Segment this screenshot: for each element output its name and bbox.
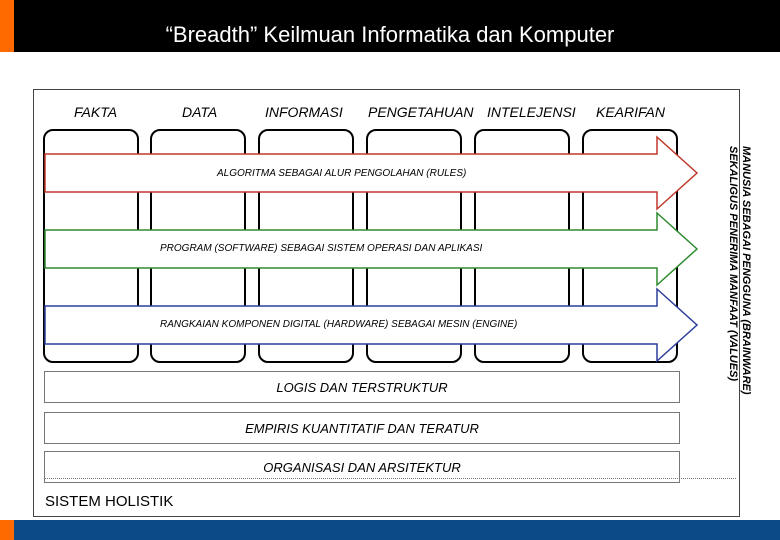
- level-label-pengetahuan: PENGETAHUAN: [368, 104, 474, 120]
- level-label-data: DATA: [182, 104, 218, 120]
- level-label-informasi: INFORMASI: [265, 104, 343, 120]
- footer-label: SISTEM HOLISTIK: [45, 493, 174, 510]
- level-label-kearifan: KEARIFAN: [596, 104, 665, 120]
- footer-accent-stripe: [0, 520, 14, 540]
- side-text-line-1: MANUSIA SEBAGAI PENGGUNA (BRAINWARE): [740, 146, 752, 395]
- side-text-line-2: SEKALIGUS PENERIMA MANFAAT (VALUES): [727, 146, 739, 382]
- flow-label-organisasi: ORGANISASI DAN ARSITEKTUR: [263, 460, 461, 475]
- slide-title: “Breadth” Keilmuan Informatika dan Komputer: [165, 22, 615, 47]
- flow-label-logis: LOGIS DAN TERSTRUKTUR: [276, 380, 448, 395]
- level-label-intelejensi: INTELEJENSI: [487, 104, 576, 120]
- arrow-label-rangkaian: RANGKAIAN KOMPONEN DIGITAL (HARDWARE) SEBAGAI MESIN (ENGINE): [160, 319, 518, 330]
- side-text: [725, 146, 755, 395]
- level-label-fakta: FAKTA: [74, 104, 118, 120]
- flow-label-empiris: EMPIRIS KUANTITATIF DAN TERATUR: [245, 421, 479, 436]
- arrow-label-program: PROGRAM (SOFTWARE) SEBAGAI SISTEM OPERASI DAN APLIKASI: [160, 243, 483, 254]
- arrow-label-algoritma: ALGORITMA SEBAGAI ALUR PENGOLAHAN (RULES): [217, 168, 467, 179]
- footer-bar: [0, 520, 780, 540]
- divider: [44, 478, 736, 479]
